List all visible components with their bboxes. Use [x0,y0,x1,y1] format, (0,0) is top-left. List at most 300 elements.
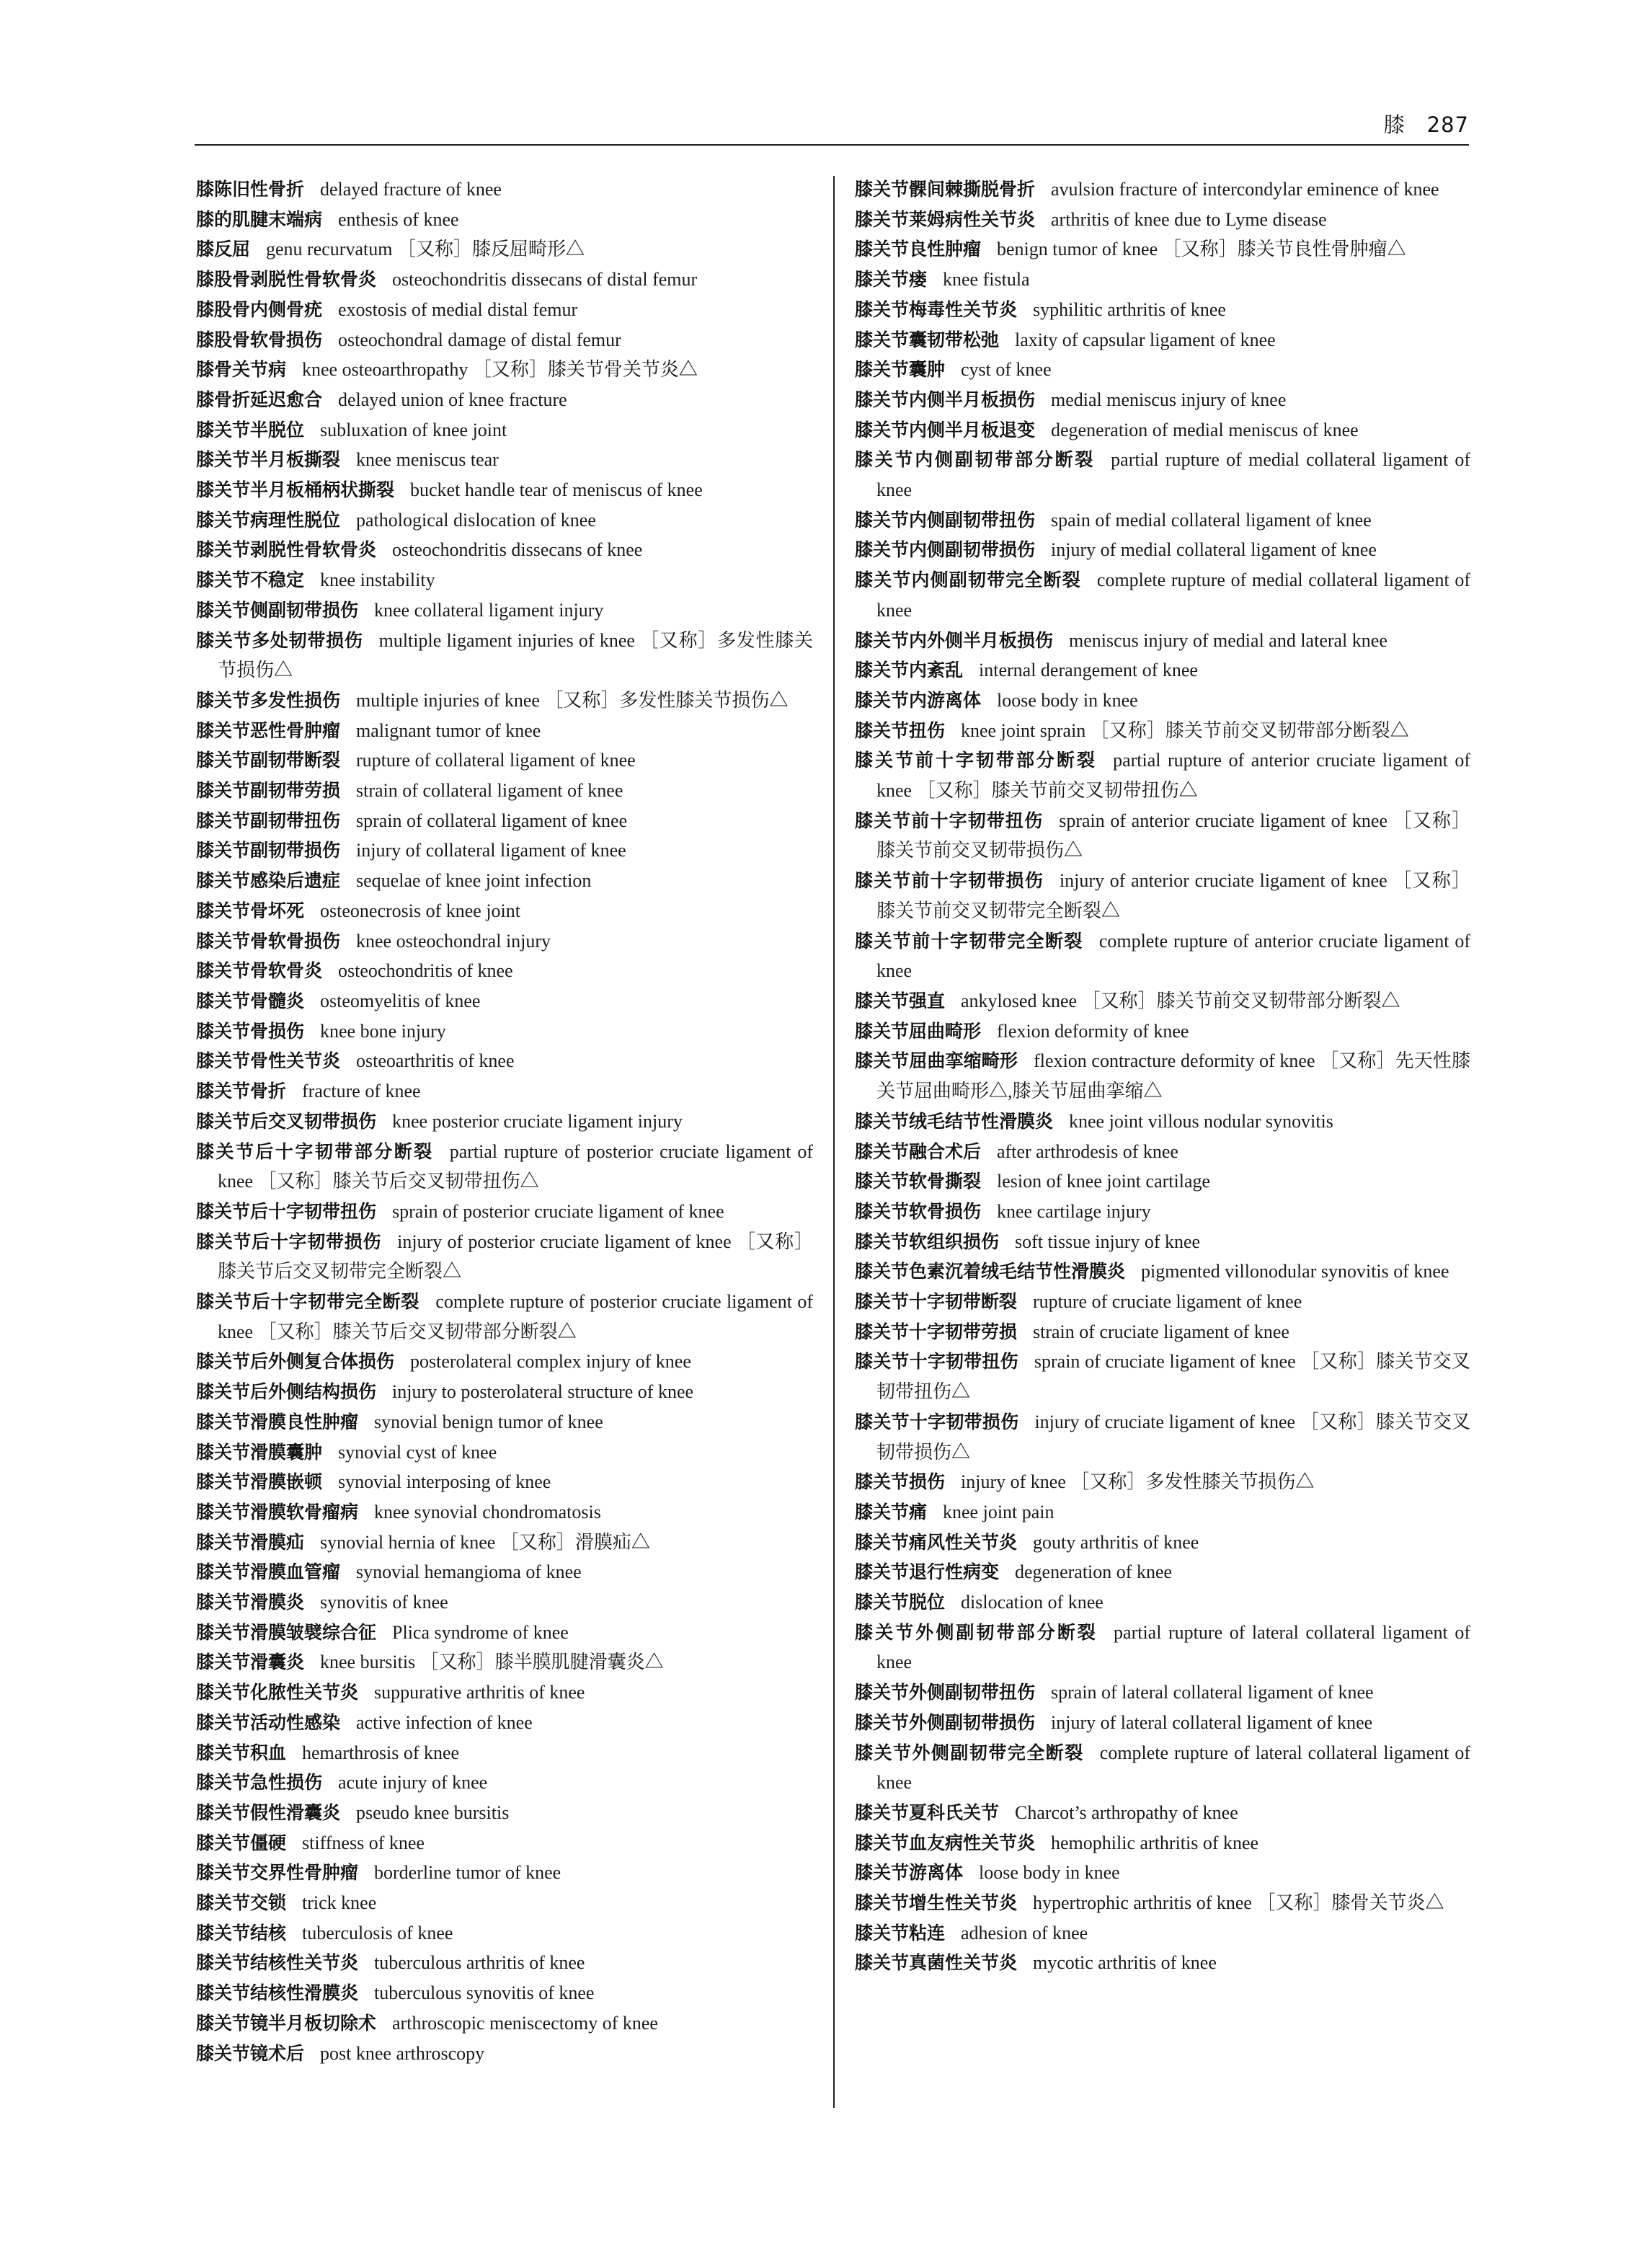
dictionary-entry [196,1828,813,1858]
entry-term-english: osteomyelitis of knee [320,990,481,1011]
entry-term-chinese: 膝关节滑膜软骨瘤病 [196,1501,359,1522]
entry-term-english: synovial benign tumor of knee [374,1411,603,1432]
entry-term-chinese: 膝关节真菌性关节炎 [855,1952,1018,1974]
dictionary-entry [196,1768,813,1798]
entry-term-chinese: 膝关节十字韧带断裂 [855,1291,1018,1313]
dictionary-entry [196,1407,813,1437]
dictionary-entry [855,1467,1470,1497]
dictionary-entry [196,745,813,776]
entry-term-chinese: 膝关节后外侧结构损伤 [196,1381,377,1403]
entry-term-english: injury of lateral collateral ligament of knee [1051,1711,1373,1733]
entry-term-english: tuberculous synovitis of knee [374,1982,595,2004]
entry-term-chinese: 膝关节软骨撕裂 [855,1171,982,1192]
entry-term-chinese: 膝关节十字韧带损伤 [855,1411,1019,1432]
entry-term-chinese: 膝关节结核 [196,1922,287,1943]
entry-term-chinese: 膝关节交锁 [196,1892,287,1914]
entry-term-english: sprain of cruciate ligament of knee ［又称］膝关节交叉韧带扭伤△ [876,1351,1470,1403]
entry-term-english: soft tissue injury of knee [1015,1231,1201,1252]
dictionary-entry [196,265,813,295]
entry-term-chinese: 膝关节骨软骨损伤 [196,930,341,952]
entry-term-chinese: 膝关节十字韧带扭伤 [855,1351,1018,1373]
entry-term-english: degeneration of medial meniscus of knee [1051,419,1359,440]
entry-term-chinese: 膝关节髁间棘撕脱骨折 [855,179,1036,200]
dictionary-entry [855,1677,1470,1708]
dictionary-entry [855,626,1470,656]
dictionary-entry [196,1076,813,1107]
entry-term-chinese: 膝关节化脓性关节炎 [196,1682,359,1703]
entry-term-chinese: 膝关节内外侧半月板损伤 [855,629,1054,651]
dictionary-entry [855,1166,1470,1197]
entry-term-english: partial rupture of posterior cruciate ligament of knee ［又称］膝关节后交叉韧带扭伤△ [218,1140,813,1192]
entry-term-chinese: 膝关节交界性骨肿瘤 [196,1862,359,1884]
entry-term-chinese: 膝关节镜半月板切除术 [196,2012,377,2034]
entry-term-english: strain of collateral ligament of knee [356,780,623,802]
entry-term-chinese: 膝关节融合术后 [855,1140,982,1162]
entry-term-english: knee posterior cruciate ligament injury [392,1110,683,1132]
entry-term-english: multiple ligament injuries of knee ［又称］多发性膝关节损伤△ [218,629,813,681]
entry-term-chinese: 膝反屈 [196,239,251,260]
entry-term-english: pigmented villonodular synovitis of knee [1141,1261,1449,1282]
dictionary-entry [196,1227,813,1287]
entry-term-chinese: 膝关节绒毛结节性滑膜炎 [855,1110,1054,1132]
dictionary-entry [196,1888,813,1918]
entry-term-chinese: 膝关节屈曲挛缩畸形 [855,1050,1018,1072]
entry-term-english: synovial hemangioma of knee [356,1561,582,1583]
entry-term-english: knee joint pain [943,1501,1054,1522]
dictionary-entry [855,986,1470,1016]
entry-term-chinese: 膝关节结核性滑膜炎 [196,1982,359,2004]
entry-term-chinese: 膝关节滑膜炎 [196,1592,305,1613]
dictionary-entry [196,716,813,746]
dictionary-entry [855,295,1470,325]
entry-term-chinese: 膝关节积血 [196,1742,287,1763]
entry-term-english: strain of cruciate ligament of knee [1033,1321,1289,1342]
dictionary-entry [196,595,813,626]
entry-term-chinese: 膝关节扭伤 [855,719,946,741]
entry-term-english: knee meniscus tear [356,449,499,471]
dictionary-entry [196,1046,813,1076]
dictionary-entry [196,1016,813,1047]
entry-term-chinese: 膝关节半脱位 [196,419,305,440]
dictionary-entry [196,1708,813,1738]
entry-term-english: knee fistula [943,269,1030,291]
dictionary-entry [196,626,813,686]
entry-term-english: injury of cruciate ligament of knee ［又称］膝关节交叉韧带损伤△ [876,1411,1470,1463]
entry-term-chinese: 膝关节滑膜皱襞综合征 [196,1621,377,1643]
entry-term-chinese: 膝关节半月板桶柄状撕裂 [196,479,395,501]
entry-term-english: ankylosed knee ［又称］膝关节前交叉韧带部分断裂△ [961,990,1400,1011]
entry-term-chinese: 膝关节结核性关节炎 [196,1952,359,1974]
dictionary-entry [855,234,1470,265]
entry-term-english: knee joint villous nodular synovitis [1069,1110,1333,1132]
entry-term-english: knee bone injury [320,1020,446,1042]
dictionary-entry [196,1197,813,1227]
entry-term-english: meniscus injury of medial and lateral knee [1069,629,1387,651]
entry-term-chinese: 膝关节色素沉着绒毛结节性滑膜炎 [855,1261,1126,1282]
entry-term-chinese: 膝关节副韧带扭伤 [196,810,341,831]
entry-term-english: medial meniscus injury of knee [1051,389,1287,410]
entry-term-english: Charcot’s arthropathy of knee [1015,1801,1238,1823]
dictionary-entry [196,385,813,415]
entry-term-english: rupture of cruciate ligament of knee [1033,1291,1302,1313]
entry-term-chinese: 膝关节游离体 [855,1862,964,1884]
entry-term-chinese: 膝关节滑囊炎 [196,1652,305,1673]
left-column [196,174,813,2068]
dictionary-entry [196,535,813,565]
entry-term-chinese: 膝关节侧副韧带损伤 [196,599,359,621]
entry-term-english: osteochondritis dissecans of knee [392,539,643,561]
column-divider [833,176,835,2108]
entry-term-english: internal derangement of knee [979,660,1198,681]
entry-term-chinese: 膝关节痛风性关节炎 [855,1531,1018,1553]
entry-term-chinese: 膝关节内侧副韧带部分断裂 [855,449,1096,471]
entry-term-english: pseudo knee bursitis [356,1801,510,1823]
entry-term-english: exostosis of medial distal femur [338,298,578,320]
entry-term-english: complete rupture of lateral collateral ligament of knee [876,1742,1470,1794]
entry-term-chinese: 膝关节滑膜囊肿 [196,1441,323,1463]
dictionary-entry [196,1677,813,1708]
entry-term-english: tuberculous arthritis of knee [374,1952,585,1974]
entry-term-chinese: 膝关节多发性损伤 [196,689,341,711]
entry-term-english: sprain of posterior cruciate ligament of knee [392,1200,724,1222]
entry-term-chinese: 膝关节前十字韧带扭伤 [855,810,1044,831]
dictionary-entry [196,686,813,716]
entry-term-chinese: 膝关节屈曲畸形 [855,1020,982,1042]
entry-term-chinese: 膝陈旧性骨折 [196,179,305,200]
entry-term-english: cyst of knee [961,359,1052,381]
entry-term-chinese: 膝关节骨坏死 [196,900,305,921]
entry-term-english: loose body in knee [997,689,1138,711]
dictionary-entry [855,1016,1470,1047]
dictionary-entry [855,174,1470,205]
dictionary-entry [855,355,1470,385]
page-number-header: 膝 287 [1383,112,1469,137]
entry-term-chinese: 膝关节副韧带断裂 [196,750,341,771]
entry-term-chinese: 膝关节良性肿瘤 [855,239,982,260]
entry-term-chinese: 膝关节梅毒性关节炎 [855,298,1018,320]
entry-term-chinese: 膝关节僵硬 [196,1832,287,1853]
dictionary-entry [855,745,1470,805]
entry-term-chinese: 膝关节镜术后 [196,2042,305,2064]
entry-term-chinese: 膝关节痛 [855,1501,928,1522]
right-column [855,174,1470,1978]
entry-term-english: stiffness of knee [302,1832,425,1853]
entry-term-english: sprain of anterior cruciate ligament of knee ［又称］膝关节前交叉韧带损伤△ [876,810,1470,861]
entry-term-english: avulsion fracture of intercondylar eminence of knee [1051,179,1439,200]
dictionary-entry [196,355,813,385]
dictionary-entry [855,716,1470,746]
entry-term-english: synovial cyst of knee [338,1441,497,1463]
entry-term-english: sprain of lateral collateral ligament of knee [1051,1682,1374,1703]
dictionary-entry [855,1828,1470,1858]
dictionary-entry [196,926,813,957]
entry-term-chinese: 膝关节假性滑囊炎 [196,1801,341,1823]
entry-term-chinese: 膝关节活动性感染 [196,1711,341,1733]
dictionary-entry [196,1437,813,1468]
dictionary-entry [196,1948,813,1978]
dictionary-entry [196,1858,813,1888]
entry-term-chinese: 膝关节后交叉韧带损伤 [196,1110,377,1132]
dictionary-entry [855,866,1470,926]
dictionary-entry [196,565,813,595]
dictionary-entry [196,986,813,1016]
entry-term-english: subluxation of knee joint [320,419,507,440]
entry-term-english: trick knee [302,1892,377,1914]
dictionary-entry [196,1798,813,1828]
dictionary-entry [855,205,1470,235]
entry-term-chinese: 膝关节内侧半月板退变 [855,419,1036,440]
dictionary-entry [855,1708,1470,1738]
dictionary-entry [855,1046,1470,1106]
dictionary-entry [855,565,1470,625]
entry-term-english: osteonecrosis of knee joint [320,900,521,921]
entry-term-english: knee collateral ligament injury [374,599,604,621]
entry-term-english: injury of anterior cruciate ligament of knee ［又称］膝关节前交叉韧带完全断裂△ [876,870,1470,921]
entry-term-english: malignant tumor of knee [356,719,541,741]
dictionary-entry [196,325,813,355]
entry-term-english: synovitis of knee [320,1592,448,1613]
entry-term-chinese: 膝关节退行性病变 [855,1561,1000,1583]
entry-term-chinese: 膝关节内侧半月板损伤 [855,389,1036,410]
entry-term-english: benign tumor of knee ［又称］膝关节良性骨肿瘤△ [997,239,1406,260]
entry-term-chinese: 膝关节损伤 [855,1471,946,1493]
entry-term-chinese: 膝关节副韧带劳损 [196,780,341,802]
dictionary-entry [196,415,813,446]
entry-term-chinese: 膝关节夏科氏关节 [855,1801,1000,1823]
entry-term-english: knee instability [320,569,435,591]
dictionary-entry [855,385,1470,415]
dictionary-entry [855,655,1470,686]
dictionary-entry [855,1528,1470,1558]
entry-term-chinese: 膝关节半月板撕裂 [196,449,341,471]
entry-term-english: knee osteochondral injury [356,930,551,952]
entry-term-chinese: 膝关节内紊乱 [855,660,964,681]
entry-term-english: flexion contracture deformity of knee ［又称］先天性膝关节屈曲畸形△,膝关节屈曲挛缩△ [876,1050,1470,1102]
entry-term-english: arthroscopic meniscectomy of knee [392,2012,658,2034]
entry-term-chinese: 膝关节囊肿 [855,359,946,381]
entry-term-chinese: 膝关节感染后遗症 [196,870,341,892]
dictionary-entry [196,205,813,235]
entry-term-chinese: 膝股骨剥脱性骨软骨炎 [196,269,377,291]
entry-term-english: partial rupture of anterior cruciate ligament of knee ［又称］膝关节前交叉韧带扭伤△ [876,750,1470,802]
entry-term-chinese: 膝股骨内侧骨疣 [196,298,323,320]
dictionary-entry [196,1978,813,2008]
page-header [195,108,1469,146]
entry-term-chinese: 膝关节十字韧带劳损 [855,1321,1018,1342]
entry-term-chinese: 膝关节前十字韧带完全断裂 [855,930,1083,952]
entry-term-english: syphilitic arthritis of knee [1033,298,1226,320]
entry-term-english: knee osteoarthropathy ［又称］膝关节骨关节炎△ [302,359,698,381]
entry-term-chinese: 膝关节副韧带损伤 [196,840,341,861]
dictionary-entry [196,956,813,986]
dictionary-entry [196,1497,813,1528]
dictionary-entry [196,1618,813,1648]
entry-term-chinese: 膝关节不稳定 [196,569,305,591]
entry-term-chinese: 膝关节粘连 [855,1922,946,1943]
entry-term-english: gouty arthritis of knee [1033,1531,1199,1553]
entry-term-english: injury of posterior cruciate ligament of knee ［又称］膝关节后交叉韧带完全断裂△ [218,1231,813,1282]
entry-term-chinese: 膝关节滑膜良性肿瘤 [196,1411,359,1432]
dictionary-entry [855,1888,1470,1918]
entry-term-english: Plica syndrome of knee [392,1621,569,1643]
entry-term-english: rupture of collateral ligament of knee [356,750,636,771]
entry-term-chinese: 膝关节滑膜疝 [196,1531,305,1553]
entry-term-chinese: 膝关节囊韧带松弛 [855,329,1000,350]
entry-term-english: after arthrodesis of knee [997,1140,1178,1162]
entry-term-chinese: 膝关节恶性骨肿瘤 [196,719,341,741]
entry-term-english: synovial interposing of knee [338,1471,551,1493]
entry-term-chinese: 膝关节多处韧带损伤 [196,629,363,651]
entry-term-chinese: 膝关节骨髓炎 [196,990,305,1011]
entry-term-english: multiple injuries of knee ［又称］多发性膝关节损伤△ [356,689,789,711]
entry-term-english: dislocation of knee [961,1592,1103,1613]
entry-term-chinese: 膝关节后十字韧带扭伤 [196,1200,377,1222]
entry-term-chinese: 膝关节增生性关节炎 [855,1892,1018,1914]
dictionary-entry [196,174,813,205]
dictionary-entry [855,1317,1470,1347]
entry-term-english: osteochondritis of knee [338,960,513,982]
entry-term-chinese: 膝关节血友病性关节炎 [855,1832,1036,1853]
dictionary-entry [855,926,1470,986]
dictionary-entry [196,806,813,836]
entry-term-chinese: 膝关节前十字韧带损伤 [855,870,1044,892]
entry-term-english: injury of knee ［又称］多发性膝关节损伤△ [961,1471,1315,1493]
dictionary-entry [855,415,1470,446]
entry-term-english: delayed union of knee fracture [338,389,567,410]
entry-term-english: complete rupture of posterior cruciate ligament of knee ［又称］膝关节后交叉韧带部分断裂△ [218,1291,813,1342]
dictionary-entry [855,1557,1470,1587]
dictionary-entry [196,1738,813,1768]
entry-term-english: pathological dislocation of knee [356,509,596,531]
entry-term-english: injury to posterolateral structure of knee [392,1381,694,1403]
entry-term-english: knee bursitis ［又称］膝半膜肌腱滑囊炎△ [320,1652,664,1673]
dictionary-entry [196,835,813,866]
dictionary-entry [855,1227,1470,1257]
entry-term-english: osteoarthritis of knee [356,1050,515,1072]
entry-term-chinese: 膝关节骨性关节炎 [196,1050,341,1072]
dictionary-entry [196,896,813,926]
dictionary-entry [855,806,1470,866]
entry-term-english: complete rupture of anterior cruciate ligament of knee [876,930,1470,982]
entry-term-chinese: 膝关节剥脱性骨软骨炎 [196,539,377,561]
entry-term-english: hemophilic arthritis of knee [1051,1832,1259,1853]
dictionary-entry [196,1107,813,1137]
entry-term-chinese: 膝关节内游离体 [855,689,982,711]
entry-term-english: borderline tumor of knee [374,1862,561,1884]
entry-term-chinese: 膝关节急性损伤 [196,1772,323,1794]
dictionary-entry [855,1858,1470,1888]
entry-term-chinese: 膝关节滑膜血管瘤 [196,1561,341,1583]
entry-term-english: osteochondritis dissecans of distal femur [392,269,698,291]
entry-term-english: fracture of knee [302,1081,421,1102]
entry-term-chinese: 膝关节内侧副韧带损伤 [855,539,1036,561]
entry-term-english: bucket handle tear of meniscus of knee [410,479,703,501]
entry-term-english: tuberculosis of knee [302,1922,453,1943]
dictionary-entry [196,2008,813,2039]
dictionary-entry [855,1256,1470,1287]
entry-term-chinese: 膝骨关节病 [196,359,287,381]
entry-term-chinese: 膝关节内侧副韧带扭伤 [855,509,1036,531]
entry-term-english: sprain of collateral ligament of knee [356,810,628,831]
dictionary-entry [196,234,813,265]
dictionary-entry [196,1137,813,1197]
entry-term-chinese: 膝关节前十字韧带部分断裂 [855,750,1098,771]
entry-term-english: hypertrophic arthritis of knee ［又称］膝骨关节炎△ [1033,1892,1444,1914]
entry-term-english: spain of medial collateral ligament of knee [1051,509,1372,531]
dictionary-entry [196,1647,813,1677]
entry-term-english: delayed fracture of knee [320,179,502,200]
dictionary-entry [855,1738,1470,1798]
entry-term-english: acute injury of knee [338,1772,488,1794]
entry-term-chinese: 膝骨折延迟愈合 [196,389,323,410]
entry-term-chinese: 膝关节外侧副韧带扭伤 [855,1682,1036,1703]
dictionary-entry [855,1107,1470,1137]
entry-term-chinese: 膝关节骨软骨炎 [196,960,323,982]
entry-term-chinese: 膝关节外侧副韧带部分断裂 [855,1621,1098,1643]
entry-term-chinese: 膝关节骨损伤 [196,1020,305,1042]
entry-term-english: knee joint sprain ［又称］膝关节前交叉韧带部分断裂△ [961,719,1409,741]
entry-term-chinese: 膝关节外侧副韧带完全断裂 [855,1742,1084,1763]
entry-term-chinese: 膝关节瘘 [855,269,928,291]
entry-term-english: degeneration of knee [1015,1561,1173,1583]
dictionary-entry [855,1918,1470,1949]
entry-term-chinese: 膝关节滑膜嵌顿 [196,1471,323,1493]
dictionary-entry [196,445,813,475]
dictionary-entry [196,1347,813,1377]
dictionary-entry [855,1587,1470,1618]
dictionary-entry [855,505,1470,536]
entry-term-chinese: 膝关节软骨损伤 [855,1200,982,1222]
dictionary-entry [196,1557,813,1587]
dictionary-entry [855,325,1470,355]
entry-term-english: injury of medial collateral ligament of knee [1051,539,1377,561]
entry-term-chinese: 膝的肌腱末端病 [196,208,323,230]
entry-term-chinese: 膝关节后十字韧带损伤 [196,1231,382,1252]
entry-term-chinese: 膝关节后十字韧带完全断裂 [196,1291,420,1313]
entry-term-english: sequelae of knee joint infection [356,870,592,892]
dictionary-entry [855,686,1470,716]
entry-term-english: partial rupture of lateral collateral ligament of knee [876,1621,1470,1673]
entry-term-chinese: 膝关节后十字韧带部分断裂 [196,1140,434,1162]
dictionary-entry [855,445,1470,505]
dictionary-entry [855,1407,1470,1467]
dictionary-entry [855,1948,1470,1978]
entry-term-chinese: 膝关节软组织损伤 [855,1231,1000,1252]
dictionary-entry [855,1497,1470,1528]
dictionary-entry [855,1618,1470,1677]
dictionary-entry [196,1918,813,1949]
dictionary-entry [855,1798,1470,1828]
dictionary-entry [855,1137,1470,1167]
dictionary-entry [855,1287,1470,1317]
entry-term-english: lesion of knee joint cartilage [997,1171,1211,1192]
entry-term-chinese: 膝股骨软骨损伤 [196,329,323,350]
entry-term-chinese: 膝关节莱姆病性关节炎 [855,208,1036,230]
entry-term-english: flexion deformity of knee [997,1020,1189,1042]
dictionary-entry [196,1287,813,1347]
entry-term-chinese: 膝关节骨折 [196,1081,287,1102]
dictionary-entry [196,475,813,505]
entry-term-english: enthesis of knee [338,208,459,230]
entry-term-english: suppurative arthritis of knee [374,1682,585,1703]
entry-term-chinese: 膝关节后外侧复合体损伤 [196,1351,395,1373]
dictionary-entry [855,535,1470,565]
entry-term-chinese: 膝关节外侧副韧带损伤 [855,1711,1036,1733]
entry-term-english: knee cartilage injury [997,1200,1151,1222]
entry-term-english: partial rupture of medial collateral ligament of knee [876,449,1470,501]
entry-term-english: osteochondral damage of distal femur [338,329,621,350]
entry-term-english: loose body in knee [979,1862,1120,1884]
